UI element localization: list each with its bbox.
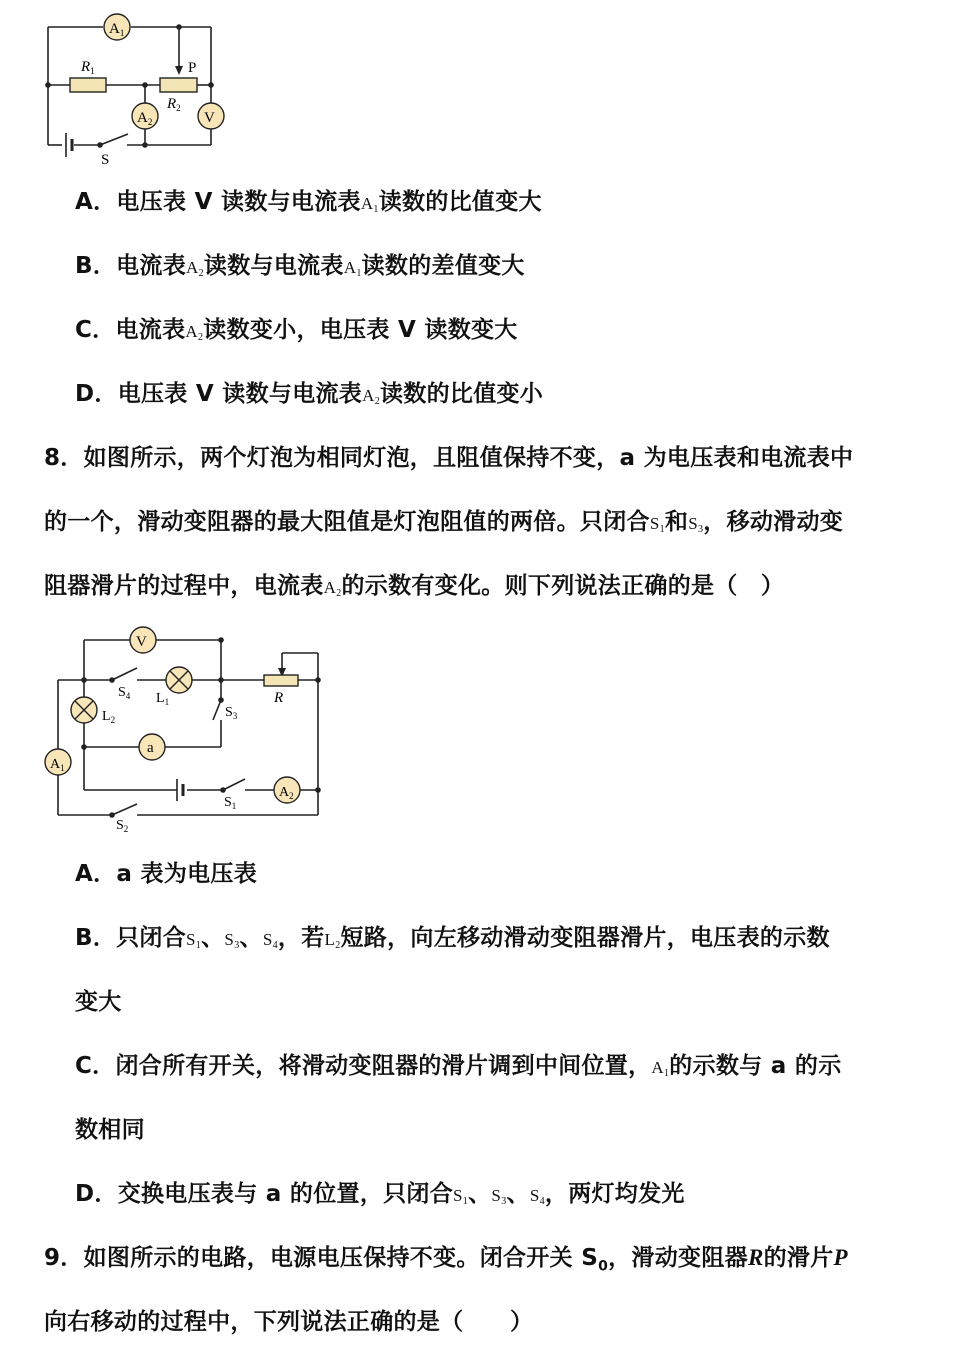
q9-stem-line2: 向右移动的过程中，下列说法正确的是（ ）: [44, 1309, 534, 1335]
q7-option-c: C．电流表A2读数变小，电压表 V 读数变大: [75, 317, 518, 343]
svg-text:S: S: [101, 152, 110, 168]
q9-stem-line1: 9．如图所示的电路，电源电压保持不变。闭合开关 $S_0$，滑动变阻器R的滑片P: [44, 1245, 848, 1275]
slide-rheostat-r2: [160, 78, 197, 92]
lamp-l1-icon: [166, 667, 192, 693]
resistor-r1: [70, 78, 106, 92]
svg-text:S3: $S_3$: [225, 705, 238, 721]
slide-rheostat-r: [264, 675, 298, 686]
q8-option-d: D．交换电压表与 a 的位置，只闭合S1、S3、S4，两灯均发光: [75, 1181, 685, 1207]
svg-text:R: R: [274, 690, 284, 706]
svg-text:L2: $L_2$: [102, 709, 116, 725]
q8-option-c: C．闭合所有开关，将滑动变阻器的滑片调到中间位置，A1的示数与 a 的示: [75, 1053, 842, 1079]
svg-text:L1: $L_1$: [156, 691, 170, 707]
svg-text:R1: $R_1$: [81, 59, 95, 76]
svg-text:a: a: [147, 740, 154, 756]
svg-text:S2: $S_2$: [116, 818, 129, 834]
svg-text:S1: $S_1$: [224, 795, 237, 811]
svg-text:A2: $A_2$: [137, 110, 153, 127]
svg-text:A2: $A_2$: [279, 785, 294, 801]
svg-text:V: V: [136, 634, 147, 650]
q8-option-a: A．a 表为电压表: [75, 861, 258, 887]
q8-option-c-cont: 数相同: [75, 1117, 145, 1143]
svg-text:R2: $R_2$: [167, 96, 181, 113]
svg-text:S4: $S_4$: [118, 685, 131, 701]
svg-text:P: P: [188, 60, 197, 76]
q8-option-b: B．只闭合S1、S3、S4，若L2短路，向左移动滑动变阻器滑片，电压表的示数: [75, 925, 830, 951]
svg-text:A1: $A_1$: [109, 21, 125, 38]
lamp-l2-icon: [71, 697, 97, 723]
q8-stem-line3: 阻器滑片的过程中，电流表A2的示数有变化。则下列说法正确的是（ ）: [44, 573, 785, 599]
q7-option-d: D．电压表 V 读数与电流表A2读数的比值变小: [75, 381, 544, 407]
circuit-diagram-q8: [40, 620, 330, 840]
q8-option-b-cont: 变大: [75, 989, 122, 1015]
svg-text:V: V: [204, 110, 215, 126]
svg-text:A1: $A_1$: [50, 757, 65, 773]
q7-option-a: A．电压表 V 读数与电流表A1读数的比值变大: [75, 189, 542, 215]
circuit-diagram-q7: [40, 10, 240, 170]
q8-stem-line2: 的一个，滑动变阻器的最大阻值是灯泡阻值的两倍。只闭合S1和S3，移动滑动变: [44, 509, 844, 535]
q7-option-b: B．电流表A2读数与电流表A1读数的差值变大: [75, 253, 525, 279]
q8-stem-line1: 8．如图所示，两个灯泡为相同灯泡，且阻值保持不变，a 为电压表和电流表中: [44, 445, 854, 471]
